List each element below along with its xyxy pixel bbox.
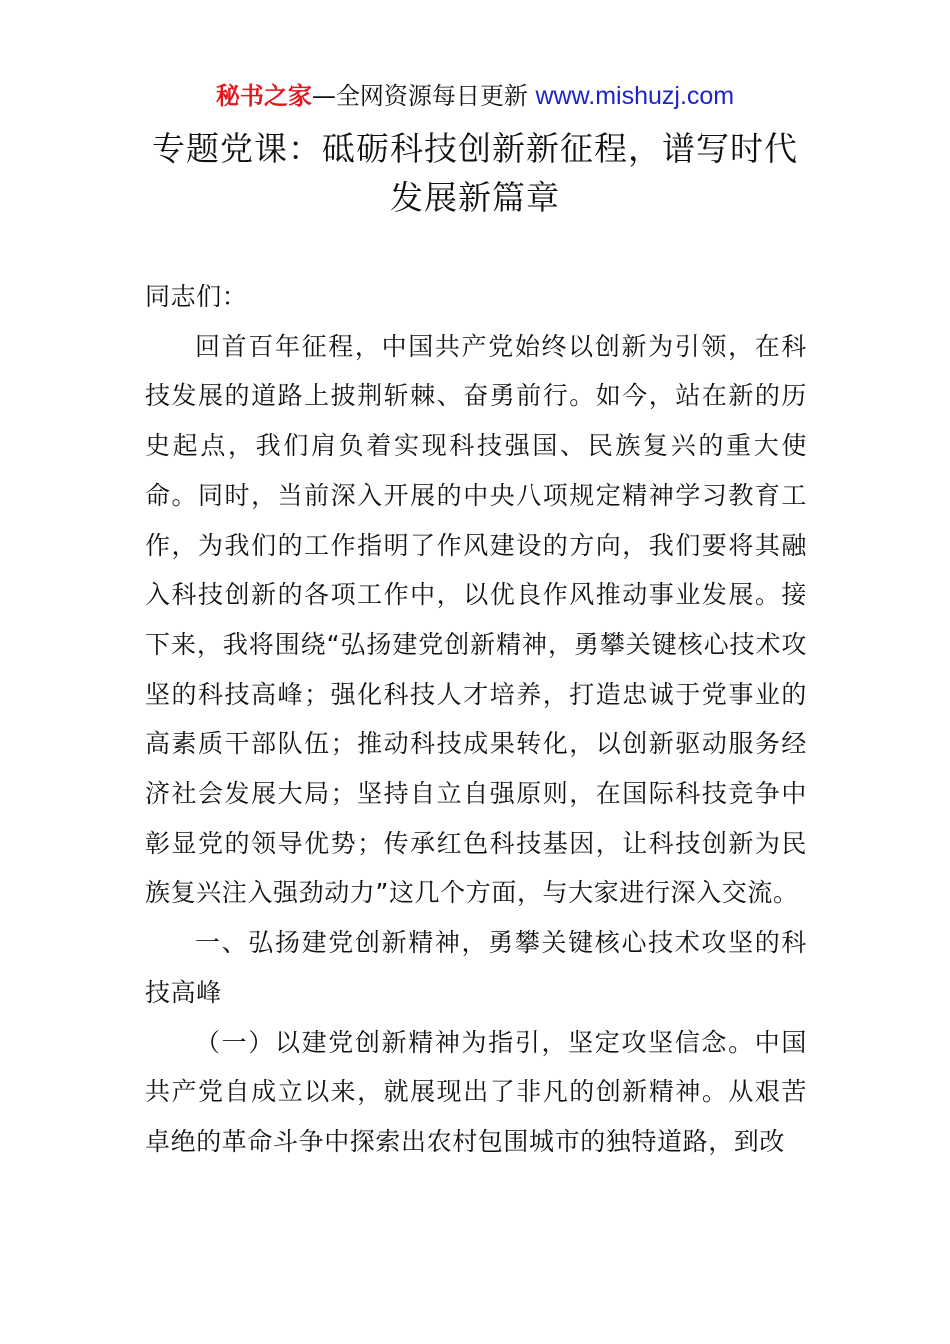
paragraph: （一）以建党创新精神为指引，坚定攻坚信念。中国共产党自成立以来，就展现出了非凡的创新精神。从艰苦卓绝的革命斗争中探索出农村包围城市的独特道路，到改 (145, 1027, 807, 1156)
document-body (145, 272, 807, 1167)
site-header (0, 80, 950, 112)
document-title: 专题党课：砥砺科技创新新征程，谱写时代发展新篇章 (152, 129, 798, 217)
salutation: 同志们： (145, 282, 248, 311)
site-brand: 秘书之家 (215, 82, 312, 110)
section-heading: 一、弘扬建党创新精神，勇攀关键核心技术攻坚的科技高峰 (145, 928, 807, 1007)
site-tagline: —全网资源每日更新 (311, 82, 536, 110)
paragraph: 回首百年征程，中国共产党始终以创新为引领，在科技发展的道路上披荆斩棘、奋勇前行。如今，站在新的历史起点，我们肩负着实现科技强国、民族复兴的重大使命。同时，当前深入开展的中央八项规定精神学习教育工作，为我们的工作指明了作风建设的方向，我们要将其融入科技创新的各项工作中，以优良作风推动事业发展。接下来，我将围绕“弘扬建党创新精神，勇攀关键核心技术攻坚的科技高峰；强化科技人才培养，打造忠诚于党事业的高素质干部队伍；推动科技成果转化，以创新驱动服务经济社会发展大局；坚持自立自强原则，在国际科技竞争中彰显党的领导优势；传承红色科技基因，让科技创新为民族复兴注入强劲动力”这几个方面，与大家进行深入交流。 (145, 331, 807, 908)
site-url-link[interactable]: www.mishuzj.com (535, 82, 735, 110)
